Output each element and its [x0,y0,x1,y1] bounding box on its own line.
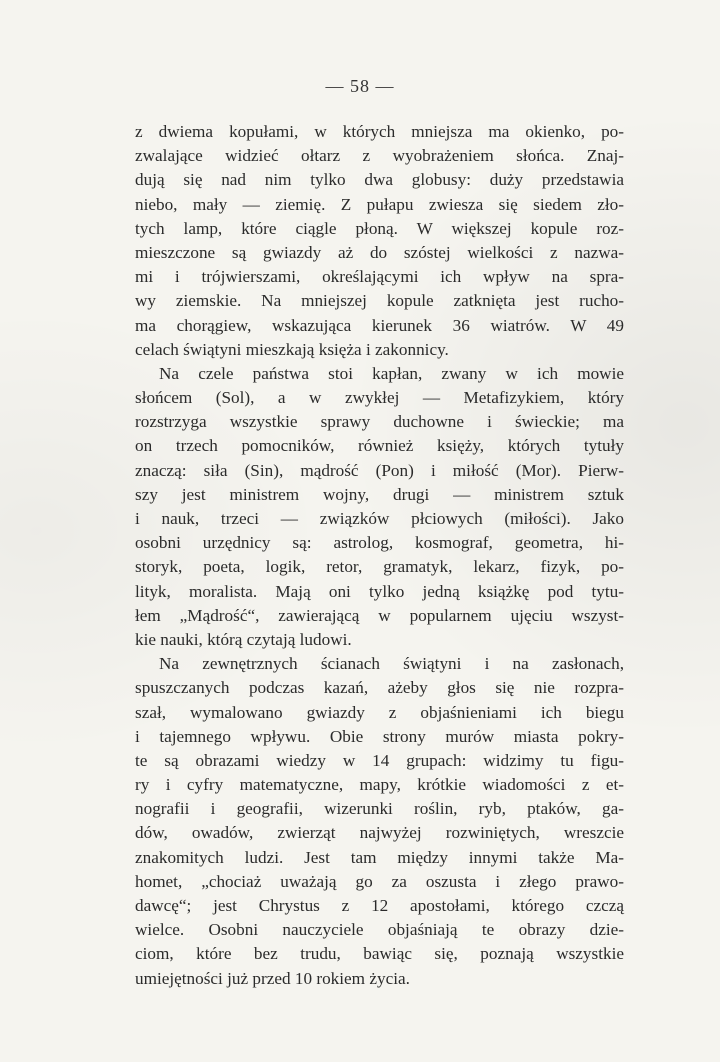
page-number: — 58 — [325,76,395,96]
text-line: homet, „chociaż uważają go za oszusta i złego prawo- [135,871,624,891]
text-line: wy ziemskie. Na mniejszej kopule zatknięta jest rucho- [135,291,624,311]
text-line: wielce. Osobni nauczyciele objaśniają te obrazy dzie- [135,920,624,940]
text-line: Na czele państwa stoi kapłan, zwany w ich mowie [159,363,624,383]
paragraph-2 [135,362,624,652]
text-line: dawcę“; jest Chrystus z 12 apostołami, którego czczą [135,896,624,915]
text-line: ciom, które bez trudu, bawiąc się, poznają wszystkie [135,944,624,964]
text-line: spuszczanych podczas kazań, ażeby głos się nie rozpra- [135,678,624,698]
text-line: dów, owadów, zwierząt najwyżej rozwiniętych, wreszcie [135,823,624,843]
text-line: niebo, mały — ziemię. Z pułapu zwiesza się siedem zło- [135,194,624,214]
text-line: łem „Mądrość“, zawierającą w popularnem ujęciu wszyst- [135,605,624,625]
text-line: mi i trójwierszami, określającymi ich wpływ na spra- [135,267,624,287]
text-line: nografii i geografii, wizerunki roślin, ryb, ptaków, ga- [135,799,624,819]
text-line: kie nauki, którą czytają ludowi. [135,629,352,649]
text-line: ma chorągiew, wskazująca kierunek 36 wiatrów. W 49 [135,315,624,335]
text-line: i nauk, trzeci — związków płciowych (miłości). Jako [135,509,624,528]
text-line: szał, wymalowano gwiazdy z objaśnieniami ich biegu [135,702,624,722]
text-line: mieszczone są gwiazdy aż do szóstej wielkości z nazwa- [135,242,624,262]
text-line: i tajemnego wpływu. Obie strony murów miasta pokry- [135,726,624,746]
text-line: z dwiema kopułami, w których mniejsza ma okienko, po- [135,122,624,141]
text-line: ry i cyfry matematyczne, mapy, krótkie wiadomości z et- [135,775,624,795]
text-line: osobni urzędnicy są: astrolog, kosmograf, geometra, hi- [135,533,624,553]
text-line: Na zewnętrznych ścianach świątyni i na zasłonach, [159,654,624,674]
paragraph-3 [135,652,624,991]
text-line: szy jest ministrem wojny, drugi — ministrem sztuk [135,484,624,504]
text-line: celach świątyni mieszkają księża i zakonnicy. [135,339,449,359]
text-line: znakomitych ludzi. Jest tam między innymi także Ma- [135,847,624,867]
text-line: on trzech pomocników, również księży, których tytuły [135,436,624,456]
text-line: lityk, moralista. Mają oni tylko jedną książkę pod tytu- [135,581,624,601]
text-line: zwalające widzieć ołtarz z wyobrażeniem słońca. Znaj- [135,146,624,166]
text-line: słońcem (Sol), a w zwykłej — Metafizykiem, który [135,388,624,408]
text-line: tych lamp, które ciągle płoną. W większej kopule roz- [135,218,624,238]
text-line: te są obrazami wiedzy w 14 grupach: widzimy tu figu- [135,750,624,770]
text-line: storyk, poeta, logik, retor, gramatyk, lekarz, fizyk, po- [135,557,624,577]
body-text [135,120,624,991]
text-line: znaczą: siła (Sin), mądrość (Pon) i miłość (Mor). Pierw- [135,460,624,480]
paragraph-1 [135,120,624,362]
text-line: dują się nad nim tylko dwa globusy: duży przedstawia [135,170,624,190]
text-line: umiejętności już przed 10 rokiem życia. [135,968,410,988]
text-line: rozstrzyga wszystkie sprawy duchowne i świeckie; ma [135,412,624,432]
